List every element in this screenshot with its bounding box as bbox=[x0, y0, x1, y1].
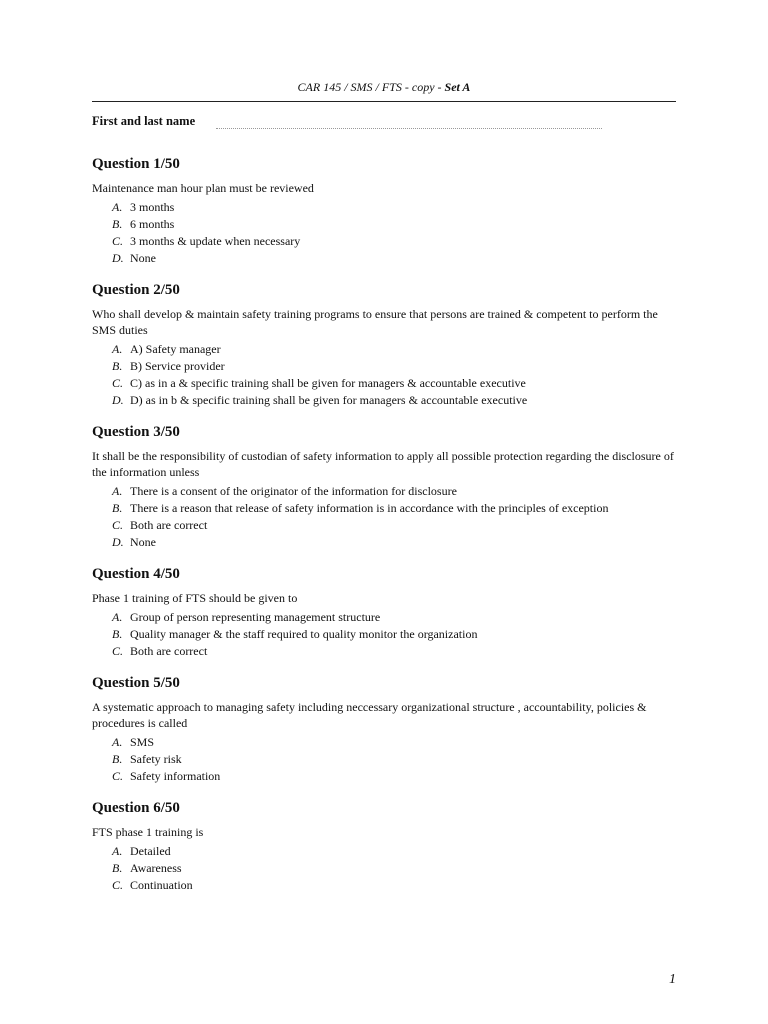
page-header bbox=[92, 80, 676, 95]
question-text: A systematic approach to managing safety including neccessary organizational structure , accountability, policies & procedures is called bbox=[92, 700, 647, 730]
questions-list bbox=[92, 155, 682, 908]
answer-option[interactable] bbox=[92, 392, 682, 409]
answer-options bbox=[92, 483, 682, 551]
option-letter: A. bbox=[112, 342, 123, 356]
option-text: Safety information bbox=[130, 769, 221, 783]
option-letter: A. bbox=[112, 610, 123, 624]
option-text: None bbox=[130, 251, 156, 265]
option-text: Group of person representing management structure bbox=[130, 610, 381, 624]
header-set-label: Set A bbox=[444, 80, 471, 94]
option-text: A) Safety manager bbox=[130, 342, 221, 356]
answer-option[interactable] bbox=[92, 609, 682, 626]
option-text: Safety risk bbox=[130, 752, 182, 766]
question-block bbox=[92, 799, 682, 894]
question-title: Question 2/50 bbox=[92, 282, 180, 298]
option-text: D) as in b & specific training shall be given for managers & accountable executive bbox=[130, 393, 528, 407]
question-title: Question 1/50 bbox=[92, 156, 180, 172]
answer-option[interactable] bbox=[92, 375, 682, 392]
option-text: There is a consent of the originator of the information for disclosure bbox=[130, 484, 457, 498]
header-title: CAR 145 / SMS / FTS - copy - bbox=[297, 80, 445, 94]
question-title: Question 6/50 bbox=[92, 800, 180, 816]
option-text: 3 months bbox=[130, 200, 175, 214]
answer-option[interactable] bbox=[92, 626, 682, 643]
option-text: Continuation bbox=[130, 878, 193, 892]
option-letter: A. bbox=[112, 844, 123, 858]
name-label: First and last name bbox=[92, 114, 196, 128]
option-letter: D. bbox=[112, 251, 124, 265]
option-letter: C. bbox=[112, 878, 124, 892]
answer-option[interactable] bbox=[92, 643, 682, 660]
option-letter: B. bbox=[112, 359, 123, 373]
option-letter: D. bbox=[112, 535, 124, 549]
answer-options bbox=[92, 341, 682, 409]
answer-option[interactable] bbox=[92, 751, 682, 768]
question-text: Phase 1 training of FTS should be given to bbox=[92, 591, 298, 605]
option-letter: A. bbox=[112, 484, 123, 498]
answer-option[interactable] bbox=[92, 199, 682, 216]
question-title: Question 4/50 bbox=[92, 566, 180, 582]
option-letter: C. bbox=[112, 376, 124, 390]
answer-option[interactable] bbox=[92, 860, 682, 877]
question-text: Who shall develop & maintain safety training programs to ensure that persons are trained & competent to perform the SMS duties bbox=[92, 307, 658, 337]
option-letter: A. bbox=[112, 735, 123, 749]
question-title: Question 3/50 bbox=[92, 424, 180, 440]
option-text: B) Service provider bbox=[130, 359, 225, 373]
option-text: Awareness bbox=[130, 861, 182, 875]
answer-option[interactable] bbox=[92, 250, 682, 267]
option-letter: B. bbox=[112, 627, 123, 641]
answer-option[interactable] bbox=[92, 483, 682, 500]
answer-option[interactable] bbox=[92, 843, 682, 860]
answer-option[interactable] bbox=[92, 734, 682, 751]
name-field-line[interactable] bbox=[216, 128, 602, 129]
page-number: 1 bbox=[669, 972, 676, 987]
question-block bbox=[92, 155, 682, 267]
option-letter: C. bbox=[112, 234, 124, 248]
option-letter: B. bbox=[112, 217, 123, 231]
answer-option[interactable] bbox=[92, 517, 682, 534]
option-letter: C. bbox=[112, 644, 124, 658]
option-letter: A. bbox=[112, 200, 123, 214]
answer-options bbox=[92, 843, 682, 894]
answer-option[interactable] bbox=[92, 358, 682, 375]
answer-option[interactable] bbox=[92, 534, 682, 551]
option-text: 3 months & update when necessary bbox=[130, 234, 301, 248]
question-block bbox=[92, 674, 682, 785]
option-text: 6 months bbox=[130, 217, 175, 231]
answer-option[interactable] bbox=[92, 877, 682, 894]
question-text: FTS phase 1 training is bbox=[92, 825, 204, 839]
question-block bbox=[92, 423, 682, 551]
option-letter: D. bbox=[112, 393, 124, 407]
option-letter: B. bbox=[112, 501, 123, 515]
question-block bbox=[92, 281, 682, 409]
question-text: Maintenance man hour plan must be reviewed bbox=[92, 181, 314, 195]
answer-option[interactable] bbox=[92, 500, 682, 517]
answer-option[interactable] bbox=[92, 768, 682, 785]
option-letter: C. bbox=[112, 518, 124, 532]
option-letter: C. bbox=[112, 769, 124, 783]
option-text: C) as in a & specific training shall be given for managers & accountable executive bbox=[130, 376, 526, 390]
option-text: Both are correct bbox=[130, 644, 208, 658]
option-text: None bbox=[130, 535, 156, 549]
question-title: Question 5/50 bbox=[92, 675, 180, 691]
option-text: There is a reason that release of safety information is in accordance with the principles of exception bbox=[130, 501, 609, 515]
name-row bbox=[92, 114, 676, 134]
option-text: Detailed bbox=[130, 844, 171, 858]
question-text: It shall be the responsibility of custodian of safety information to apply all possible protection regarding the disclosure of the information unless bbox=[92, 449, 674, 479]
answer-options bbox=[92, 609, 682, 660]
answer-options bbox=[92, 734, 682, 785]
option-letter: B. bbox=[112, 752, 123, 766]
answer-option[interactable] bbox=[92, 341, 682, 358]
question-block bbox=[92, 565, 682, 660]
answer-options bbox=[92, 199, 682, 267]
answer-option[interactable] bbox=[92, 233, 682, 250]
header-rule bbox=[92, 101, 676, 102]
option-text: Both are correct bbox=[130, 518, 208, 532]
option-text: Quality manager & the staff required to quality monitor the organization bbox=[130, 627, 478, 641]
answer-option[interactable] bbox=[92, 216, 682, 233]
option-letter: B. bbox=[112, 861, 123, 875]
option-text: SMS bbox=[130, 735, 155, 749]
